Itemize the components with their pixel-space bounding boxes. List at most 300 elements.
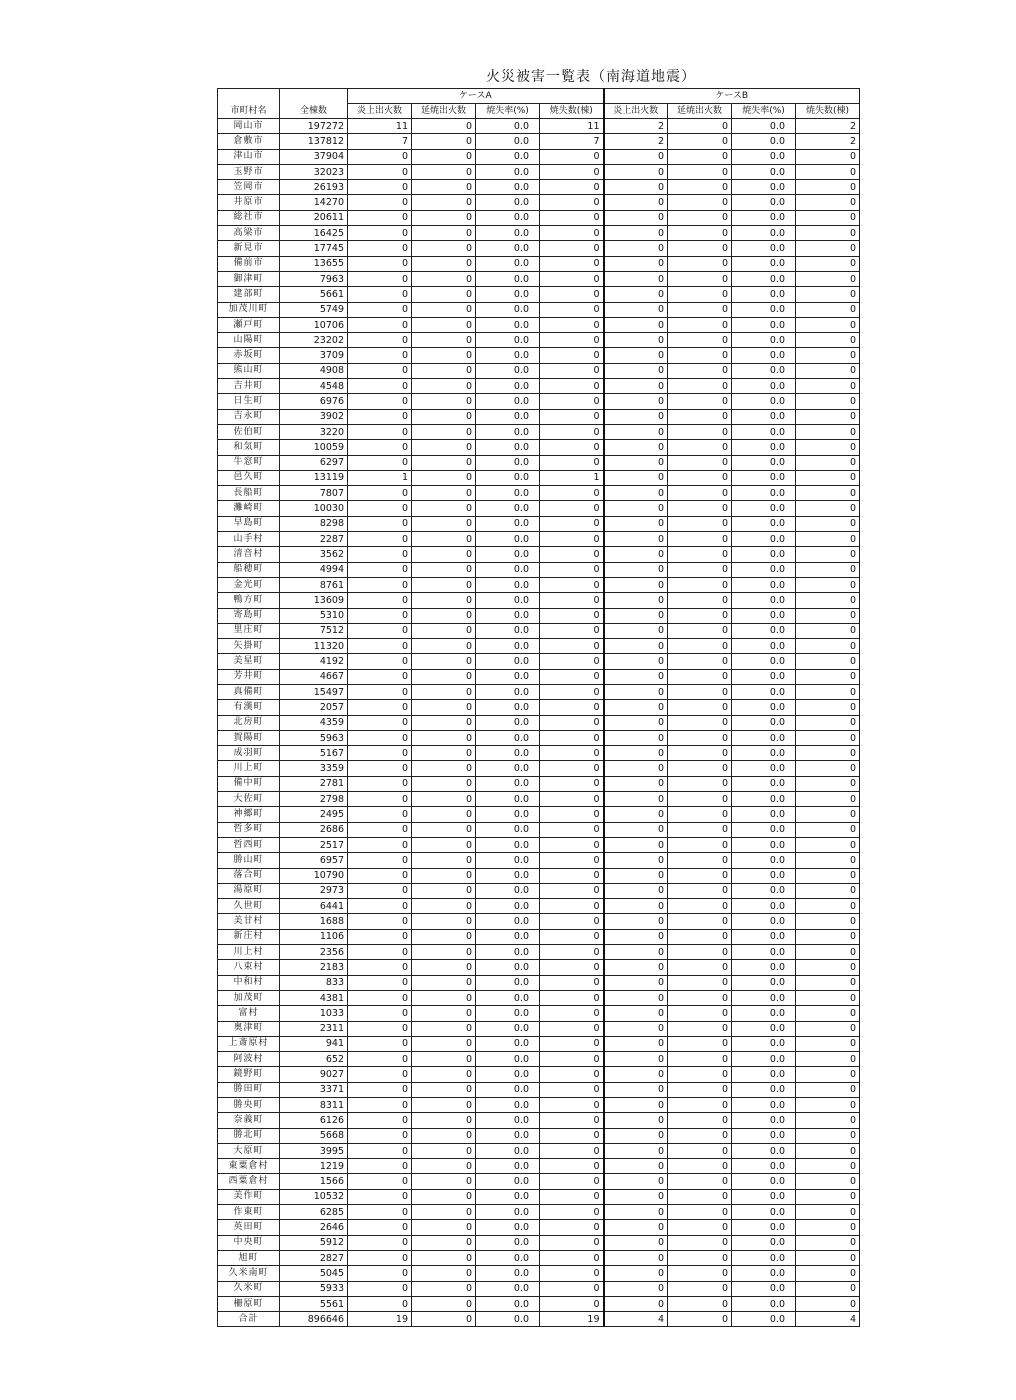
a-ignition-cell: 0 bbox=[348, 822, 412, 837]
a-ignition-cell: 0 bbox=[348, 654, 412, 669]
municipality-cell: 勝北町 bbox=[218, 1128, 280, 1143]
a-ignition-cell: 0 bbox=[348, 394, 412, 409]
b-rate-cell: 0.0 bbox=[732, 715, 796, 730]
a-spread-cell: 0 bbox=[412, 532, 476, 547]
municipality-cell: 久米町 bbox=[218, 1281, 280, 1296]
b-spread-cell: 0 bbox=[668, 119, 732, 134]
b-rate-cell: 0.0 bbox=[732, 501, 796, 516]
a-rate-cell: 0.0 bbox=[476, 180, 540, 195]
b-rate-cell: 0.0 bbox=[732, 379, 796, 394]
table-row bbox=[218, 1205, 860, 1220]
municipality-cell: 笠岡市 bbox=[218, 180, 280, 195]
b-spread-cell: 0 bbox=[668, 455, 732, 470]
b-ignition-cell: 0 bbox=[604, 593, 668, 608]
municipality-cell: 邑久町 bbox=[218, 470, 280, 485]
a-spread-cell: 0 bbox=[412, 1036, 476, 1051]
a-burned-cell: 0 bbox=[540, 1006, 604, 1021]
a-rate-cell: 0.0 bbox=[476, 960, 540, 975]
b-burned-cell: 0 bbox=[796, 562, 860, 577]
b-burned-cell: 0 bbox=[796, 195, 860, 210]
total-buildings-cell: 197272 bbox=[280, 119, 348, 134]
a-ignition-cell: 0 bbox=[348, 837, 412, 852]
b-burned-cell: 0 bbox=[796, 1159, 860, 1174]
b-rate-cell: 0.0 bbox=[732, 1235, 796, 1250]
municipality-cell: 和気町 bbox=[218, 440, 280, 455]
total-buildings-cell: 2287 bbox=[280, 532, 348, 547]
a-ignition-cell: 0 bbox=[348, 271, 412, 286]
b-rate-cell: 0.0 bbox=[732, 807, 796, 822]
table-row bbox=[218, 149, 860, 164]
a-burned-cell: 0 bbox=[540, 1205, 604, 1220]
a-ignition-cell: 0 bbox=[348, 256, 412, 271]
table-row bbox=[218, 639, 860, 654]
b-burned-cell: 0 bbox=[796, 486, 860, 501]
a-burned-cell: 0 bbox=[540, 1159, 604, 1174]
a-burned-cell: 0 bbox=[540, 562, 604, 577]
a-spread-cell: 0 bbox=[412, 1098, 476, 1113]
a-ignition-cell: 0 bbox=[348, 516, 412, 531]
a-rate-cell: 0.0 bbox=[476, 195, 540, 210]
a-spread-cell: 0 bbox=[412, 776, 476, 791]
b-rate-cell: 0.0 bbox=[732, 547, 796, 562]
municipality-cell: 早島町 bbox=[218, 516, 280, 531]
b-rate-cell: 0.0 bbox=[732, 1250, 796, 1265]
b-spread-cell: 0 bbox=[668, 409, 732, 424]
a-spread-cell: 0 bbox=[412, 317, 476, 332]
a-spread-cell: 0 bbox=[412, 792, 476, 807]
b-ignition-cell: 0 bbox=[604, 210, 668, 225]
a-spread-cell: 0 bbox=[412, 271, 476, 286]
page-title: 火災被害一覧表（南海道地震） bbox=[486, 69, 696, 85]
b-ignition-cell: 0 bbox=[604, 1098, 668, 1113]
b-burned-cell: 0 bbox=[796, 1067, 860, 1082]
b-burned-cell: 0 bbox=[796, 776, 860, 791]
b-ignition-cell: 0 bbox=[604, 317, 668, 332]
b-spread-cell: 0 bbox=[668, 868, 732, 883]
b-rate-cell: 0.0 bbox=[732, 1067, 796, 1082]
municipality-cell: 勝田町 bbox=[218, 1082, 280, 1097]
b-spread-cell: 0 bbox=[668, 516, 732, 531]
a-rate-cell: 0.0 bbox=[476, 730, 540, 745]
b-burned-cell: 0 bbox=[796, 1281, 860, 1296]
a-ignition-cell: 0 bbox=[348, 287, 412, 302]
b-burned-cell: 0 bbox=[796, 287, 860, 302]
total-buildings-cell: 4359 bbox=[280, 715, 348, 730]
municipality-cell: 作東町 bbox=[218, 1205, 280, 1220]
a-spread-cell: 0 bbox=[412, 348, 476, 363]
b-spread-cell: 0 bbox=[668, 837, 732, 852]
b-rate-cell: 0.0 bbox=[732, 440, 796, 455]
table-row bbox=[218, 975, 860, 990]
total-buildings-cell: 833 bbox=[280, 975, 348, 990]
b-rate-cell: 0.0 bbox=[732, 1098, 796, 1113]
total-buildings-cell: 137812 bbox=[280, 134, 348, 149]
a-rate-cell: 0.0 bbox=[476, 700, 540, 715]
municipality-cell: 山陽町 bbox=[218, 333, 280, 348]
b-ignition-cell: 0 bbox=[604, 1235, 668, 1250]
b-rate-cell: 0.0 bbox=[732, 455, 796, 470]
a-rate-cell: 0.0 bbox=[476, 394, 540, 409]
total-buildings-cell: 4381 bbox=[280, 990, 348, 1005]
b-ignition-cell: 0 bbox=[604, 669, 668, 684]
a-ignition-cell: 0 bbox=[348, 1067, 412, 1082]
a-ignition-cell: 11 bbox=[348, 119, 412, 134]
b-burned-cell: 0 bbox=[796, 348, 860, 363]
table-row bbox=[218, 807, 860, 822]
a-rate-cell: 0.0 bbox=[476, 684, 540, 699]
a-burned-cell: 0 bbox=[540, 409, 604, 424]
total-buildings-cell: 3562 bbox=[280, 547, 348, 562]
a-rate-cell: 0.0 bbox=[476, 1189, 540, 1204]
b-spread-cell: 0 bbox=[668, 195, 732, 210]
a-burned-cell: 0 bbox=[540, 1052, 604, 1067]
table-row bbox=[218, 547, 860, 562]
b-spread-cell: 0 bbox=[668, 333, 732, 348]
b-spread-cell: 0 bbox=[668, 532, 732, 547]
total-buildings-cell: 16425 bbox=[280, 226, 348, 241]
municipality-cell: 津山市 bbox=[218, 149, 280, 164]
total-buildings-cell: 6441 bbox=[280, 899, 348, 914]
a-burned-cell: 0 bbox=[540, 1296, 604, 1311]
a-ignition-cell: 0 bbox=[348, 608, 412, 623]
b-burned-cell: 0 bbox=[796, 853, 860, 868]
a-spread-cell: 0 bbox=[412, 945, 476, 960]
municipality-cell: 建部町 bbox=[218, 287, 280, 302]
b-spread-cell: 0 bbox=[668, 899, 732, 914]
a-burned-cell: 0 bbox=[540, 807, 604, 822]
b-burned-cell: 0 bbox=[796, 1174, 860, 1189]
b-rate-cell: 0.0 bbox=[732, 1113, 796, 1128]
table-row bbox=[218, 577, 860, 592]
a-ignition-cell: 0 bbox=[348, 623, 412, 638]
total-buildings-cell: 20611 bbox=[280, 210, 348, 225]
a-burned-cell: 11 bbox=[540, 119, 604, 134]
b-rate-cell: 0.0 bbox=[732, 424, 796, 439]
a-ignition-cell: 0 bbox=[348, 593, 412, 608]
total-buildings-cell: 2495 bbox=[280, 807, 348, 822]
b-spread-cell: 0 bbox=[668, 929, 732, 944]
a-ignition-cell: 0 bbox=[348, 149, 412, 164]
a-rate-cell: 0.0 bbox=[476, 348, 540, 363]
table-row bbox=[218, 363, 860, 378]
b-spread-cell: 0 bbox=[668, 822, 732, 837]
a-spread-cell: 0 bbox=[412, 164, 476, 179]
total-buildings-cell: 5310 bbox=[280, 608, 348, 623]
total-buildings-cell: 13609 bbox=[280, 593, 348, 608]
a-spread-cell: 0 bbox=[412, 486, 476, 501]
a-burned-cell: 0 bbox=[540, 547, 604, 562]
total-buildings-cell: 2827 bbox=[280, 1250, 348, 1265]
b-burned-cell: 0 bbox=[796, 1082, 860, 1097]
header-a-burned: 焼失数(棟) bbox=[540, 104, 604, 119]
a-spread-cell: 0 bbox=[412, 1220, 476, 1235]
a-rate-cell: 0.0 bbox=[476, 256, 540, 271]
b-ignition-cell: 0 bbox=[604, 424, 668, 439]
table-body bbox=[218, 119, 860, 1327]
municipality-cell: 東粟倉村 bbox=[218, 1159, 280, 1174]
a-ignition-cell: 0 bbox=[348, 1159, 412, 1174]
header-total-buildings: 全棟数 bbox=[280, 89, 348, 119]
a-spread-cell: 0 bbox=[412, 363, 476, 378]
b-burned-cell: 0 bbox=[796, 929, 860, 944]
a-ignition-cell: 0 bbox=[348, 409, 412, 424]
a-rate-cell: 0.0 bbox=[476, 119, 540, 134]
a-ignition-cell: 0 bbox=[348, 960, 412, 975]
b-ignition-cell: 0 bbox=[604, 1021, 668, 1036]
table-row bbox=[218, 210, 860, 225]
table-row bbox=[218, 379, 860, 394]
a-burned-cell: 0 bbox=[540, 990, 604, 1005]
b-ignition-cell: 0 bbox=[604, 684, 668, 699]
a-ignition-cell: 0 bbox=[348, 501, 412, 516]
b-rate-cell: 0.0 bbox=[732, 149, 796, 164]
b-burned-cell: 0 bbox=[796, 241, 860, 256]
b-burned-cell: 0 bbox=[796, 1205, 860, 1220]
total-buildings-cell: 7963 bbox=[280, 271, 348, 286]
b-ignition-cell: 0 bbox=[604, 363, 668, 378]
b-burned-cell: 0 bbox=[796, 394, 860, 409]
b-rate-cell: 0.0 bbox=[732, 623, 796, 638]
a-spread-cell: 0 bbox=[412, 226, 476, 241]
a-rate-cell: 0.0 bbox=[476, 1128, 540, 1143]
a-ignition-cell: 0 bbox=[348, 455, 412, 470]
a-burned-cell: 0 bbox=[540, 761, 604, 776]
municipality-cell: 奥津町 bbox=[218, 1021, 280, 1036]
b-burned-cell: 0 bbox=[796, 501, 860, 516]
total-buildings-cell: 13655 bbox=[280, 256, 348, 271]
b-spread-cell: 0 bbox=[668, 1036, 732, 1051]
table-row bbox=[218, 853, 860, 868]
b-ignition-cell: 0 bbox=[604, 149, 668, 164]
total-buildings-cell: 7807 bbox=[280, 486, 348, 501]
a-burned-cell: 0 bbox=[540, 654, 604, 669]
table-row bbox=[218, 990, 860, 1005]
b-burned-cell: 0 bbox=[796, 1189, 860, 1204]
table-row bbox=[218, 914, 860, 929]
a-rate-cell: 0.0 bbox=[476, 486, 540, 501]
a-burned-cell: 0 bbox=[540, 1036, 604, 1051]
total-buildings-cell: 10790 bbox=[280, 868, 348, 883]
a-rate-cell: 0.0 bbox=[476, 1021, 540, 1036]
a-rate-cell: 0.0 bbox=[476, 241, 540, 256]
municipality-cell: 吉永町 bbox=[218, 409, 280, 424]
total-row bbox=[218, 1312, 860, 1327]
b-rate-cell: 0.0 bbox=[732, 868, 796, 883]
b-rate-cell: 0.0 bbox=[732, 241, 796, 256]
a-burned-cell: 0 bbox=[540, 684, 604, 699]
a-ignition-cell: 0 bbox=[348, 1143, 412, 1158]
a-rate-cell: 0.0 bbox=[476, 868, 540, 883]
total-buildings-cell: 5912 bbox=[280, 1235, 348, 1250]
a-spread-cell: 0 bbox=[412, 975, 476, 990]
a-ignition-cell: 0 bbox=[348, 1235, 412, 1250]
a-rate-cell: 0.0 bbox=[476, 1036, 540, 1051]
a-spread-cell: 0 bbox=[412, 516, 476, 531]
b-ignition-cell: 0 bbox=[604, 1113, 668, 1128]
total-buildings-cell: 2183 bbox=[280, 960, 348, 975]
b-rate-cell: 0.0 bbox=[732, 1312, 796, 1327]
b-ignition-cell: 0 bbox=[604, 837, 668, 852]
a-spread-cell: 0 bbox=[412, 684, 476, 699]
b-ignition-cell: 0 bbox=[604, 348, 668, 363]
municipality-cell: 大佐町 bbox=[218, 792, 280, 807]
a-ignition-cell: 0 bbox=[348, 333, 412, 348]
b-rate-cell: 0.0 bbox=[732, 1143, 796, 1158]
municipality-cell: 美星町 bbox=[218, 654, 280, 669]
b-rate-cell: 0.0 bbox=[732, 990, 796, 1005]
total-buildings-cell: 5561 bbox=[280, 1296, 348, 1311]
b-burned-cell: 0 bbox=[796, 792, 860, 807]
a-ignition-cell: 0 bbox=[348, 684, 412, 699]
a-rate-cell: 0.0 bbox=[476, 164, 540, 179]
municipality-cell: 吉井町 bbox=[218, 379, 280, 394]
municipality-cell: 美甘村 bbox=[218, 914, 280, 929]
table-row bbox=[218, 1006, 860, 1021]
a-ignition-cell: 0 bbox=[348, 746, 412, 761]
a-spread-cell: 0 bbox=[412, 287, 476, 302]
a-rate-cell: 0.0 bbox=[476, 149, 540, 164]
total-buildings-cell: 5963 bbox=[280, 730, 348, 745]
a-burned-cell: 0 bbox=[540, 669, 604, 684]
a-rate-cell: 0.0 bbox=[476, 837, 540, 852]
b-spread-cell: 0 bbox=[668, 379, 732, 394]
b-burned-cell: 0 bbox=[796, 1052, 860, 1067]
table-row bbox=[218, 1021, 860, 1036]
b-rate-cell: 0.0 bbox=[732, 593, 796, 608]
a-spread-cell: 0 bbox=[412, 623, 476, 638]
municipality-cell: 英田町 bbox=[218, 1220, 280, 1235]
header-a-spread: 延焼出火数 bbox=[412, 104, 476, 119]
b-spread-cell: 0 bbox=[668, 256, 732, 271]
a-spread-cell: 0 bbox=[412, 1189, 476, 1204]
a-spread-cell: 0 bbox=[412, 1174, 476, 1189]
a-ignition-cell: 0 bbox=[348, 486, 412, 501]
b-spread-cell: 0 bbox=[668, 317, 732, 332]
b-spread-cell: 0 bbox=[668, 394, 732, 409]
b-burned-cell: 0 bbox=[796, 975, 860, 990]
total-buildings-cell: 6285 bbox=[280, 1205, 348, 1220]
b-spread-cell: 0 bbox=[668, 746, 732, 761]
a-ignition-cell: 0 bbox=[348, 1296, 412, 1311]
b-rate-cell: 0.0 bbox=[732, 730, 796, 745]
b-rate-cell: 0.0 bbox=[732, 516, 796, 531]
total-buildings-cell: 2646 bbox=[280, 1220, 348, 1235]
a-rate-cell: 0.0 bbox=[476, 715, 540, 730]
municipality-cell: 西粟倉村 bbox=[218, 1174, 280, 1189]
table-row bbox=[218, 1174, 860, 1189]
a-burned-cell: 0 bbox=[540, 440, 604, 455]
b-burned-cell: 0 bbox=[796, 715, 860, 730]
total-buildings-cell: 4192 bbox=[280, 654, 348, 669]
b-spread-cell: 0 bbox=[668, 883, 732, 898]
a-rate-cell: 0.0 bbox=[476, 776, 540, 791]
b-ignition-cell: 0 bbox=[604, 1266, 668, 1281]
b-ignition-cell: 0 bbox=[604, 929, 668, 944]
a-burned-cell: 0 bbox=[540, 822, 604, 837]
a-rate-cell: 0.0 bbox=[476, 975, 540, 990]
a-burned-cell: 0 bbox=[540, 792, 604, 807]
a-spread-cell: 0 bbox=[412, 837, 476, 852]
b-rate-cell: 0.0 bbox=[732, 914, 796, 929]
a-burned-cell: 0 bbox=[540, 195, 604, 210]
b-rate-cell: 0.0 bbox=[732, 363, 796, 378]
a-spread-cell: 0 bbox=[412, 409, 476, 424]
a-spread-cell: 0 bbox=[412, 577, 476, 592]
b-ignition-cell: 0 bbox=[604, 164, 668, 179]
a-burned-cell: 0 bbox=[540, 1067, 604, 1082]
municipality-cell: 瀬戸町 bbox=[218, 317, 280, 332]
municipality-cell: 久世町 bbox=[218, 899, 280, 914]
a-burned-cell: 0 bbox=[540, 287, 604, 302]
a-rate-cell: 0.0 bbox=[476, 761, 540, 776]
municipality-cell: 清音村 bbox=[218, 547, 280, 562]
municipality-cell: 川上町 bbox=[218, 761, 280, 776]
b-burned-cell: 0 bbox=[796, 960, 860, 975]
b-ignition-cell: 0 bbox=[604, 639, 668, 654]
municipality-cell: 鏡野町 bbox=[218, 1067, 280, 1082]
total-buildings-cell: 10030 bbox=[280, 501, 348, 516]
b-burned-cell: 0 bbox=[796, 945, 860, 960]
a-ignition-cell: 0 bbox=[348, 1266, 412, 1281]
b-ignition-cell: 0 bbox=[604, 822, 668, 837]
municipality-cell: 灘崎町 bbox=[218, 501, 280, 516]
table-row bbox=[218, 409, 860, 424]
total-buildings-cell: 2311 bbox=[280, 1021, 348, 1036]
a-spread-cell: 0 bbox=[412, 501, 476, 516]
a-burned-cell: 0 bbox=[540, 226, 604, 241]
b-rate-cell: 0.0 bbox=[732, 119, 796, 134]
total-buildings-cell: 5661 bbox=[280, 287, 348, 302]
a-ignition-cell: 0 bbox=[348, 990, 412, 1005]
municipality-cell: 哲西町 bbox=[218, 837, 280, 852]
a-spread-cell: 0 bbox=[412, 669, 476, 684]
municipality-cell: 久米南町 bbox=[218, 1266, 280, 1281]
total-buildings-cell: 6126 bbox=[280, 1113, 348, 1128]
a-spread-cell: 0 bbox=[412, 379, 476, 394]
municipality-cell: 神郷町 bbox=[218, 807, 280, 822]
b-spread-cell: 0 bbox=[668, 700, 732, 715]
b-ignition-cell: 0 bbox=[604, 1189, 668, 1204]
b-burned-cell: 0 bbox=[796, 868, 860, 883]
a-rate-cell: 0.0 bbox=[476, 899, 540, 914]
a-ignition-cell: 0 bbox=[348, 577, 412, 592]
b-ignition-cell: 0 bbox=[604, 195, 668, 210]
a-ignition-cell: 0 bbox=[348, 440, 412, 455]
b-ignition-cell: 0 bbox=[604, 562, 668, 577]
b-spread-cell: 0 bbox=[668, 1281, 732, 1296]
a-ignition-cell: 0 bbox=[348, 1220, 412, 1235]
b-ignition-cell: 0 bbox=[604, 333, 668, 348]
b-spread-cell: 0 bbox=[668, 669, 732, 684]
a-rate-cell: 0.0 bbox=[476, 134, 540, 149]
a-rate-cell: 0.0 bbox=[476, 654, 540, 669]
b-rate-cell: 0.0 bbox=[732, 929, 796, 944]
b-burned-cell: 0 bbox=[796, 271, 860, 286]
a-burned-cell: 0 bbox=[540, 700, 604, 715]
b-spread-cell: 0 bbox=[668, 470, 732, 485]
a-burned-cell: 0 bbox=[540, 379, 604, 394]
total-buildings-cell: 13119 bbox=[280, 470, 348, 485]
a-ignition-cell: 0 bbox=[348, 424, 412, 439]
b-rate-cell: 0.0 bbox=[732, 700, 796, 715]
a-spread-cell: 0 bbox=[412, 394, 476, 409]
b-ignition-cell: 0 bbox=[604, 960, 668, 975]
a-spread-cell: 0 bbox=[412, 1128, 476, 1143]
municipality-cell: 高梁市 bbox=[218, 226, 280, 241]
total-buildings-cell: 17745 bbox=[280, 241, 348, 256]
total-buildings-cell: 5167 bbox=[280, 746, 348, 761]
a-ignition-cell: 0 bbox=[348, 929, 412, 944]
